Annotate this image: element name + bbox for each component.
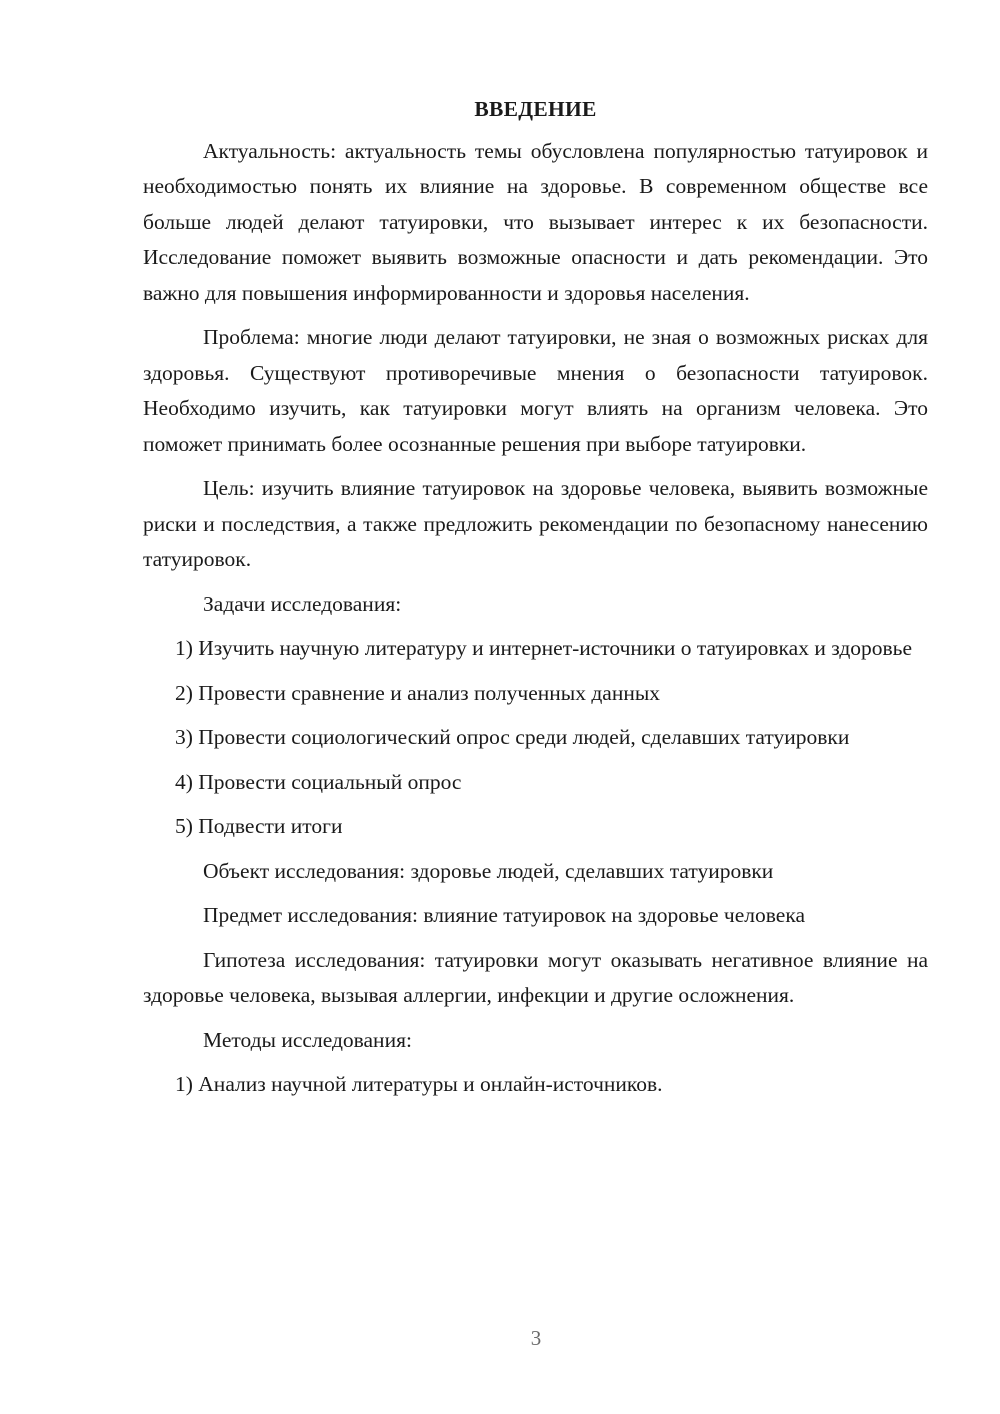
object-paragraph: Объект исследования: здоровье людей, сделавших татуировки bbox=[203, 858, 774, 883]
hypothesis-paragraph: Гипотеза исследования: татуировки могут оказывать негативное влияние на здоровье человека, вызывая аллергии, инфекции и другие осложнения. bbox=[143, 947, 928, 1007]
problem-paragraph: Проблема: многие люди делают татуировки, не зная о возможных рисках для здоровья. Существуют противоречивые мнения о безопасности татуировок. Необходимо изучить, как татуировки могут влиять на организм человека. Это поможет принимать более осознанные решения при выборе татуировки. bbox=[143, 325, 928, 456]
page-number: 3 bbox=[530, 1326, 542, 1350]
task-item-5: 5) Подвести итоги bbox=[175, 814, 343, 838]
task-item-4: 4) Провести социальный опрос bbox=[175, 769, 462, 794]
tasks-heading: Задачи исследования: bbox=[203, 591, 402, 616]
relevance-paragraph: Актуальность: актуальность темы обусловлена популярностью татуировок и необходимостью понять их влияние на здоровье. В современном обществе все больше людей делают татуировки, что вызывает интерес к их безопасности. Исследование поможет выявить возможные опасности и дать рекомендации. Это важно для повышения информированности и здоровья населения. bbox=[143, 138, 928, 305]
task-item-1: 1) Изучить научную литературу и интернет-источники о татуировках и здоровье bbox=[175, 636, 913, 660]
task-item-3: 3) Провести социологический опрос среди людей, сделавших татуировки bbox=[175, 725, 850, 749]
method-item-1: 1) Анализ научной литературы и онлайн-источников. bbox=[175, 1072, 663, 1096]
page-title: ВВЕДЕНИЕ bbox=[474, 97, 597, 121]
task-item-2: 2) Провести сравнение и анализ полученных данных bbox=[175, 680, 661, 705]
page-body bbox=[143, 92, 928, 1112]
goal-paragraph: Цель: изучить влияние татуировок на здоровье человека, выявить возможные риски и последствия, а также предложить рекомендации по безопасному нанесению татуировок. bbox=[143, 476, 928, 571]
subject-paragraph: Предмет исследования: влияние татуировок на здоровье человека bbox=[203, 903, 805, 927]
methods-heading: Методы исследования: bbox=[203, 1027, 412, 1052]
